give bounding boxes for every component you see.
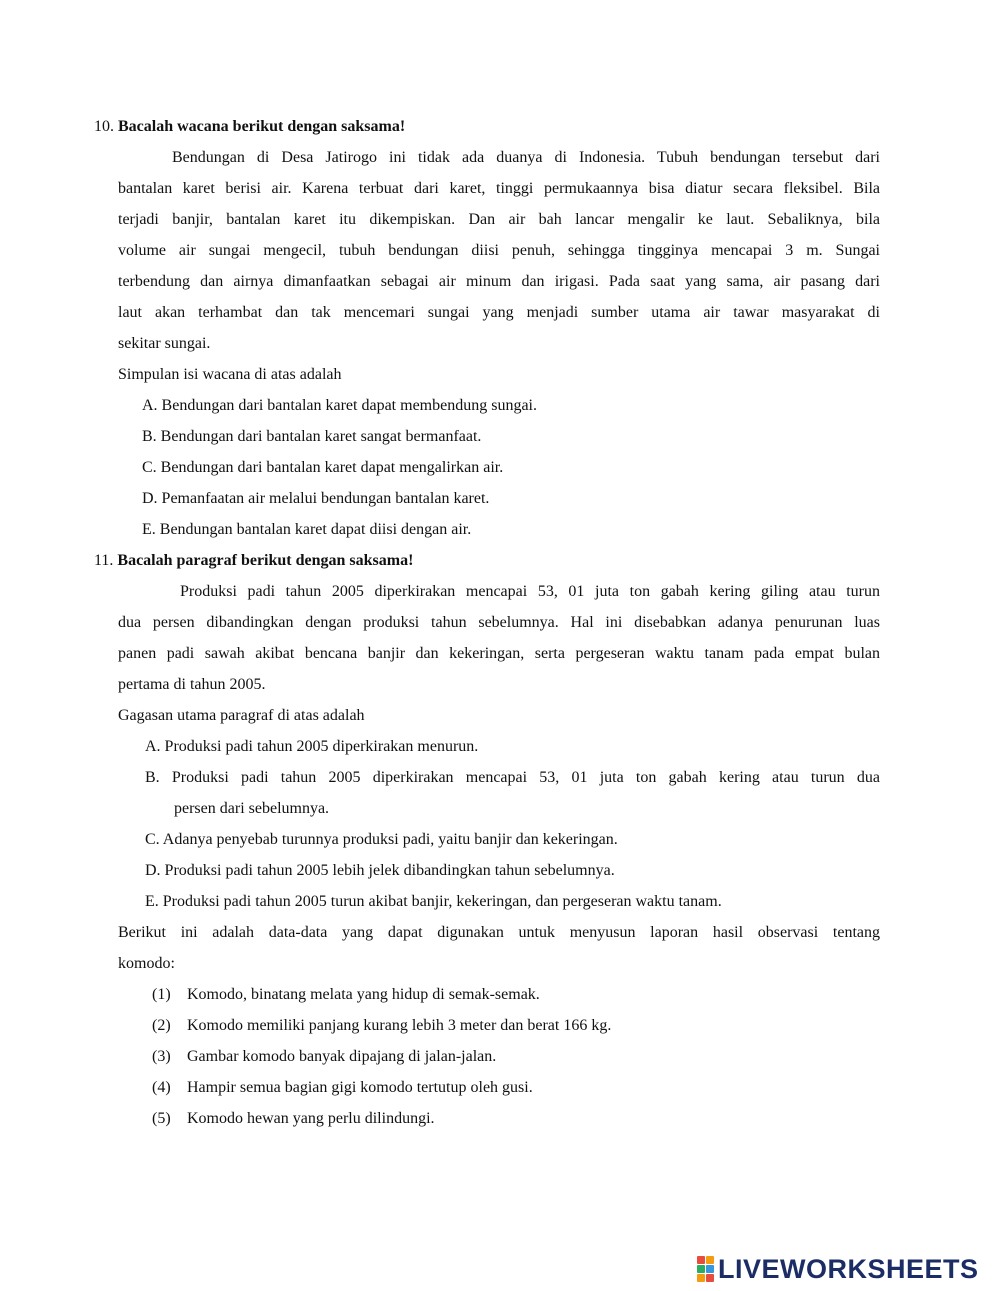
item-text: Gambar komodo banyak dipajang di jalan-jalan.: [187, 1048, 497, 1065]
option-c[interactable]: C. Adanya penyebab turunnya produksi padi, yaitu banjir dan kekeringan.: [145, 831, 618, 848]
option-b[interactable]: B. Produksi padi tahun 2005 diperkirakan mencapai 53, 01 juta ton gabah kering atau turun dua: [145, 769, 880, 786]
passage-line: bantalan karet berisi air. Karena terbuat dari karet, tinggi permukaannya bisa diatur secara fleksibel. Bila: [118, 180, 880, 197]
question-instruction: Bacalah wacana berikut dengan saksama!: [118, 118, 406, 135]
option-e[interactable]: E. Produksi padi tahun 2005 turun akibat banjir, kekeringan, dan pergeseran waktu tanam.: [145, 893, 722, 910]
item-text: Komodo hewan yang perlu dilindungi.: [187, 1110, 435, 1127]
item-text: Komodo memiliki panjang kurang lebih 3 meter dan berat 166 kg.: [187, 1017, 612, 1034]
item-number: (5): [152, 1110, 171, 1127]
question-number: 10.: [94, 118, 114, 135]
item-number: (2): [152, 1017, 171, 1034]
option-a[interactable]: A. Produksi padi tahun 2005 diperkirakan menurun.: [145, 738, 479, 755]
item-number: (1): [152, 986, 171, 1003]
passage-line: sekitar sungai.: [118, 335, 211, 352]
question-11-prompt: Gagasan utama paragraf di atas adalah: [118, 707, 365, 724]
question-number: 11.: [94, 552, 114, 569]
passage-line: Produksi padi tahun 2005 diperkirakan mencapai 53, 01 juta ton gabah kering giling atau turun: [180, 583, 880, 600]
question-10-prompt: Simpulan isi wacana di atas adalah: [118, 366, 342, 383]
option-d[interactable]: D. Produksi padi tahun 2005 lebih jelek dibandingkan tahun sebelumnya.: [145, 862, 615, 879]
passage-line: dua persen dibandingkan dengan produksi tahun sebelumnya. Hal ini disebabkan adanya penurunan luas: [118, 614, 880, 631]
question-11-header: [94, 551, 413, 571]
passage-line: terbendung dan airnya dimanfaatkan sebagai air minum dan irigasi. Pada saat yang sama, air pasang dari: [118, 273, 880, 290]
option-c[interactable]: C. Bendungan dari bantalan karet dapat mengalirkan air.: [142, 459, 504, 476]
option-a[interactable]: A. Bendungan dari bantalan karet dapat membendung sungai.: [142, 397, 537, 414]
question-10-header: [94, 117, 405, 137]
option-e[interactable]: E. Bendungan bantalan karet dapat diisi dengan air.: [142, 521, 472, 538]
list-item: [152, 1047, 497, 1067]
list-item: [152, 1078, 533, 1098]
intro-line: komodo:: [118, 955, 175, 972]
option-b[interactable]: B. Bendungan dari bantalan karet sangat bermanfaat.: [142, 428, 482, 445]
passage-line: terjadi banjir, bantalan karet itu dikempiskan. Dan air bah lancar mengalir ke laut. Sebaliknya, bila: [118, 211, 880, 228]
item-number: (3): [152, 1048, 171, 1065]
passage-line: volume air sungai mengecil, tubuh bendungan diisi penuh, sehingga tingginya mencapai 3 m. Sungai: [118, 242, 880, 259]
item-number: (4): [152, 1079, 171, 1096]
passage-line: pertama di tahun 2005.: [118, 676, 266, 693]
passage-line: panen padi sawah akibat bencana banjir dan kekeringan, serta pergeseran waktu tanam pada empat bulan: [118, 645, 880, 662]
option-b-continuation: persen dari sebelumnya.: [174, 800, 330, 817]
list-item: [152, 985, 540, 1005]
liveworksheets-logo[interactable]: [697, 1254, 979, 1284]
liveworksheets-logo-icon: [697, 1256, 714, 1282]
passage-line: Bendungan di Desa Jatirogo ini tidak ada duanya di Indonesia. Tubuh bendungan tersebut dari: [172, 149, 880, 166]
question-instruction: Bacalah paragraf berikut dengan saksama!: [117, 552, 414, 569]
passage-line: laut akan terhambat dan tak mencemari sungai yang menjadi sumber utama air tawar masyarakat di: [118, 304, 880, 321]
logo-text: LIVEWORKSHEETS: [718, 1254, 979, 1284]
list-item: [152, 1109, 435, 1129]
item-text: Hampir semua bagian gigi komodo tertutup oleh gusi.: [187, 1079, 533, 1096]
option-d[interactable]: D. Pemanfaatan air melalui bendungan bantalan karet.: [142, 490, 490, 507]
item-text: Komodo, binatang melata yang hidup di semak-semak.: [187, 986, 540, 1003]
list-item: [152, 1016, 612, 1036]
intro-line: Berikut ini adalah data-data yang dapat digunakan untuk menyusun laporan hasil observasi tentang: [118, 924, 880, 941]
